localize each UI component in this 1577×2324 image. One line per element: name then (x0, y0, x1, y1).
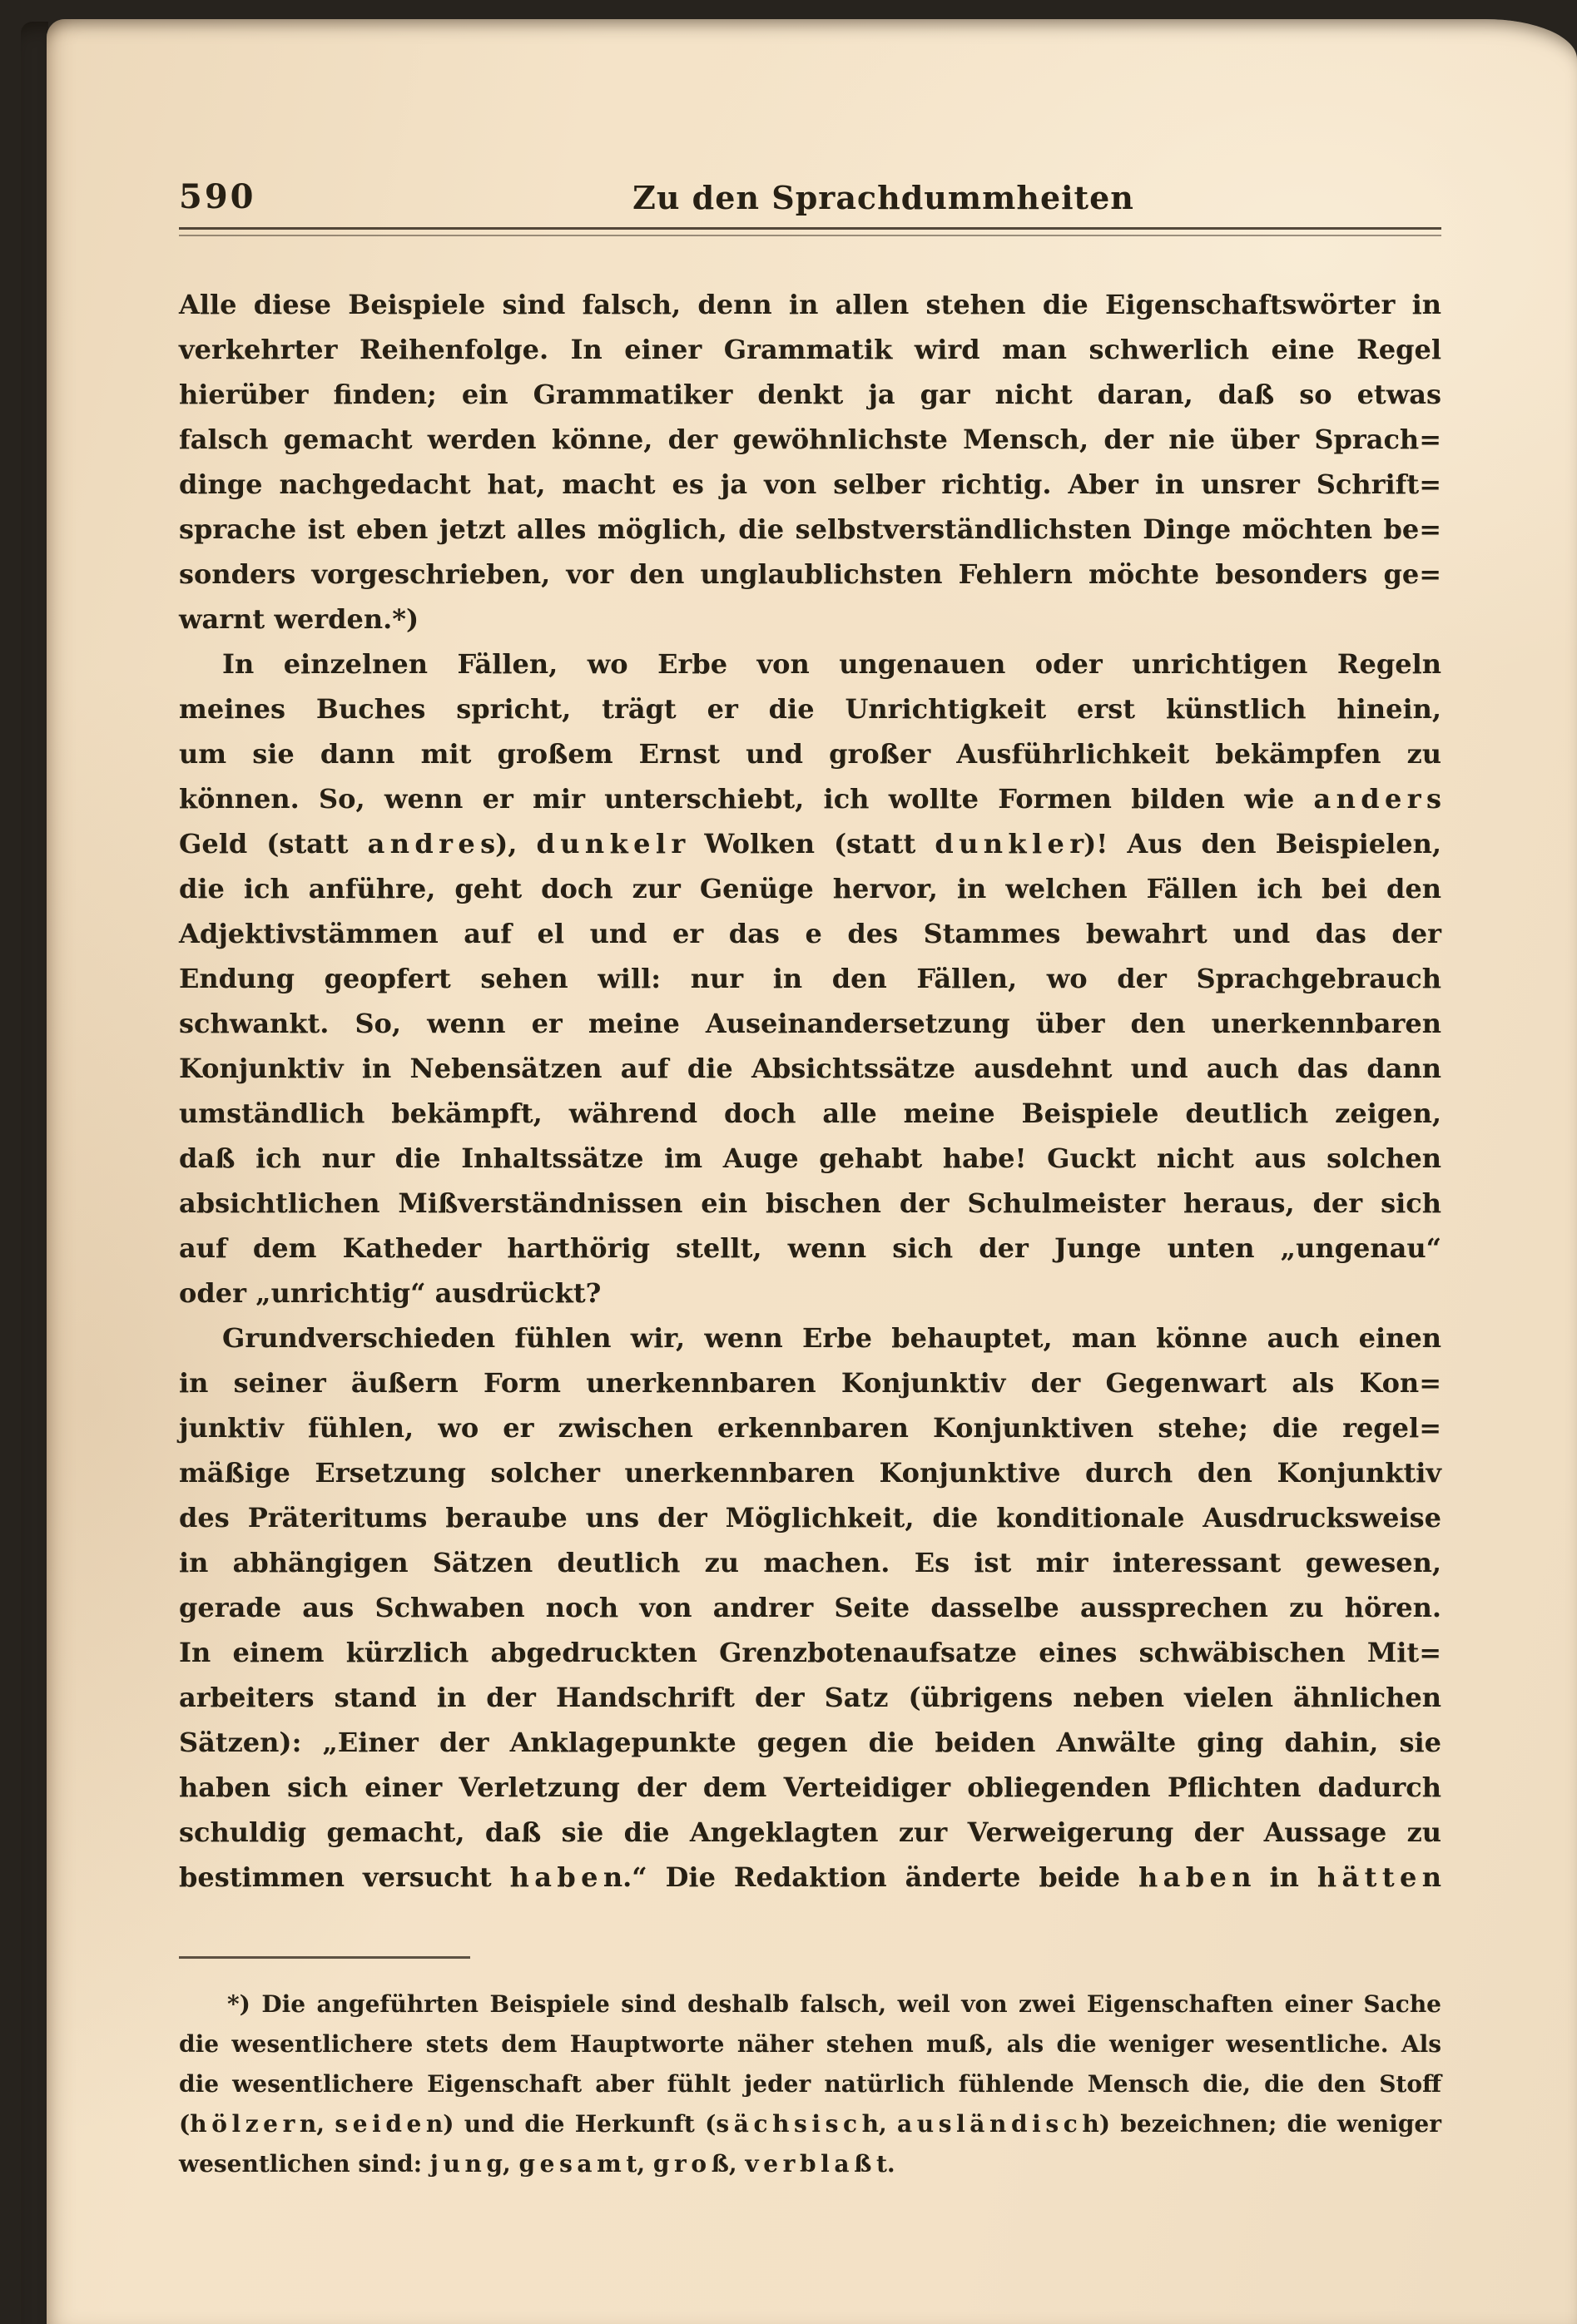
text-line: *) Die angeführten Beispiele sind deshalb falsch, weil von zwei Eigenschaften einer Sache (227, 1990, 1441, 2018)
text-line: (h ö l z e r n, s e i d e n) und die Herkunft (s ä c h s i s c h, a u s l ä n d i s c h) bezeichnen; die weniger (179, 2110, 1441, 2138)
page-header (179, 171, 1441, 221)
header-rule (179, 227, 1441, 236)
text-line: die wesentlichere Eigenschaft aber fühlt jeder natürlich fühlende Mensch die, die den Stoff (179, 2070, 1441, 2098)
text-line: schuldig gemacht, daß sie die Angeklagten zur Verweigerung der Aussage zu (179, 1816, 1441, 1848)
text-line: sprache ist eben jetzt alles möglich, die selbstverständlichsten Dinge möchten be= (179, 513, 1441, 545)
text-line: des Präteritums beraube uns der Möglichkeit, die konditionale Ausdrucksweise (179, 1502, 1441, 1534)
text-line: die wesentlichere stets dem Hauptworte näher stehen muß, als die weniger wesentliche. Als (179, 2030, 1441, 2058)
text-line: die ich anführe, geht doch zur Genüge hervor, in welchen Fällen ich bei den (179, 873, 1441, 904)
text-line: gerade aus Schwaben noch von andrer Seite dasselbe aussprechen zu hören. (179, 1592, 1441, 1623)
text-line: dinge nachgedacht hat, macht es ja von selber richtig. Aber in unsrer Schrift= (179, 468, 1441, 500)
paragraph-2 (179, 642, 1441, 1316)
footnote (179, 1985, 1441, 2184)
text-line: in seiner äußern Form unerkennbaren Konjunktiv der Gegenwart als Kon= (179, 1367, 1441, 1399)
text-line: in abhängigen Sätzen deutlich zu machen. Es ist mir interessant gewesen, (179, 1547, 1441, 1578)
text-line: mäßige Ersetzung solcher unerkennbaren Konjunktive durch den Konjunktiv (179, 1457, 1441, 1489)
text-line: schwankt. So, wenn er meine Auseinandersetzung über den unerkennbaren (179, 1008, 1441, 1039)
text-line: daß ich nur die Inhaltssätze im Auge gehabt habe! Guckt nicht aus solchen (179, 1142, 1441, 1174)
text-line: junktiv fühlen, wo er zwischen erkennbaren Konjunktiven stehe; die regel= (179, 1412, 1441, 1444)
page-body (179, 282, 1441, 1900)
text-line: Alle diese Beispiele sind falsch, denn in allen stehen die Eigenschaftswörter in (179, 289, 1441, 320)
paragraph-1 (179, 282, 1441, 642)
book-page (47, 19, 1577, 2324)
text-line: absichtlichen Mißverständnissen ein bischen der Schulmeister heraus, der sich (179, 1187, 1441, 1219)
paragraph-3 (179, 1316, 1441, 1900)
text-line: hierüber finden; ein Grammatiker denkt ja gar nicht daran, daß so etwas (179, 379, 1441, 410)
footnote-separator (179, 1956, 470, 1959)
text-line: bestimmen versucht h a b e n.“ Die Redaktion änderte beide h a b e n in h ä t t e n (179, 1861, 1441, 1893)
text-line: In einzelnen Fällen, wo Erbe von ungenauen oder unrichtigen Regeln (222, 648, 1441, 680)
text-line: arbeiters stand in der Handschrift der Satz (übrigens neben vielen ähnlichen (179, 1682, 1441, 1713)
text-line: Konjunktiv in Nebensätzen auf die Absichtssätze ausdehnt und auch das dann (179, 1053, 1441, 1084)
text-line: falsch gemacht werden könne, der gewöhnlichste Mensch, der nie über Sprach= (179, 424, 1441, 455)
text-line: umständlich bekämpft, während doch alle meine Beispiele deutlich zeigen, (179, 1098, 1441, 1129)
text-line: Grundverschieden fühlen wir, wenn Erbe behauptet, man könne auch einen (222, 1322, 1441, 1354)
text-line: sonders vorgeschrieben, vor den unglaublichsten Fehlern möchte besonders ge= (179, 558, 1441, 590)
text-line: wesentlichen sind: j u n g, g e s a m t, g r o ß, v e r b l a ß t. (179, 2150, 895, 2178)
running-title: Zu den Sprachdummheiten (632, 179, 1134, 216)
page-number: 590 (179, 177, 256, 216)
text-line: um sie dann mit großem Ernst und großer Ausführlichkeit bekämpfen zu (179, 738, 1441, 770)
text-line: haben sich einer Verletzung der dem Verteidiger obliegenden Pflichten dadurch (179, 1771, 1441, 1803)
text-line: meines Buches spricht, trägt er die Unrichtigkeit erst künstlich hinein, (179, 693, 1441, 725)
text-line: Geld (statt a n d r e s), d u n k e l r Wolken (statt d u n k l e r)! Aus den Beispielen, (179, 828, 1441, 860)
text-line: Sätzen): „Einer der Anklagepunkte gegen die beiden Anwälte ging dahin, sie (179, 1727, 1441, 1758)
book-page-edges (21, 22, 48, 2324)
text-line: können. So, wenn er mir unterschiebt, ich wollte Formen bilden wie a n d e r s (179, 783, 1441, 815)
text-line: verkehrter Reihenfolge. In einer Grammatik wird man schwerlich eine Regel (179, 334, 1441, 365)
text-line: oder „unrichtig“ ausdrückt? (179, 1277, 602, 1309)
text-line: Endung geopfert sehen will: nur in den Fällen, wo der Sprachgebrauch (179, 963, 1441, 994)
text-line: In einem kürzlich abgedruckten Grenzbotenaufsatze eines schwäbischen Mit= (179, 1637, 1441, 1668)
text-line: warnt werden.*) (179, 603, 419, 635)
text-line: auf dem Katheder harthörig stellt, wenn sich der Junge unten „ungenau“ (179, 1232, 1441, 1264)
text-line: Adjektivstämmen auf el und er das e des Stammes bewahrt und das der (179, 918, 1441, 949)
